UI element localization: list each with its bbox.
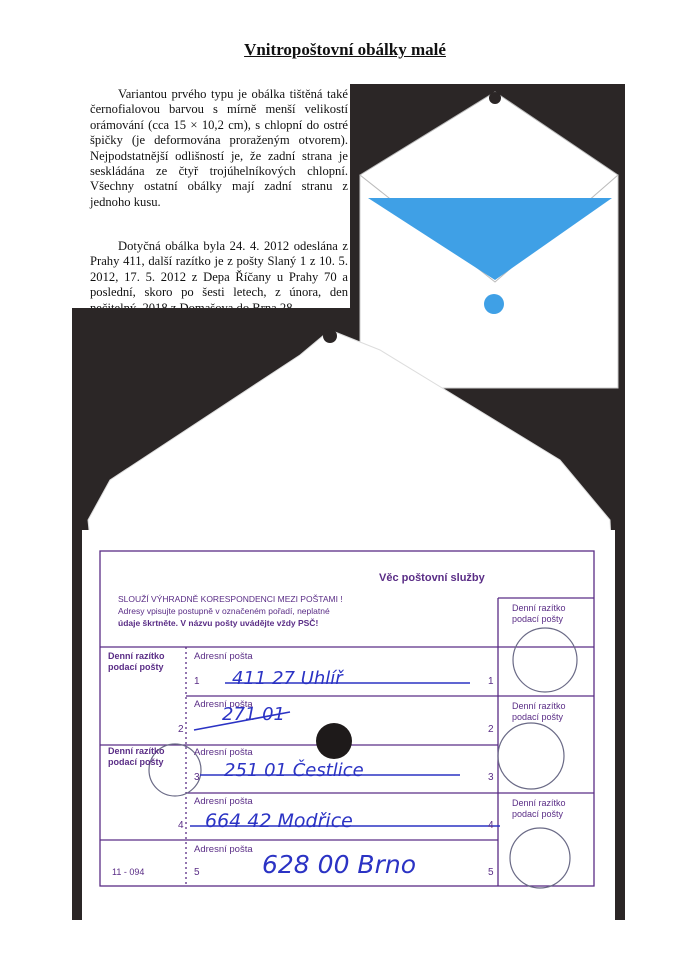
stamp-label-left-2b: podací pošty [108, 757, 164, 767]
stamp-label-mid-2: podací pošty [512, 712, 564, 722]
stamp-label-top-1: Denní razítko [512, 603, 566, 613]
stamp-label-bottom-1: Denní razítko [512, 798, 566, 808]
form-notice-line-3: údaje škrtněte. V názvu pošty uvádějte vždy PSČ! [118, 618, 319, 628]
row-number-1-right: 1 [488, 676, 494, 687]
address-label-2: Adresní pošta [194, 699, 253, 710]
row-number-1: 1 [194, 676, 200, 687]
handwritten-address-4: 664 42 Modřice [205, 810, 353, 832]
stamp-label-left-1a: Denní razítko [108, 651, 165, 661]
row-number-5-right: 5 [488, 867, 494, 878]
page-title: Vnitropoštovní obálky malé [244, 40, 446, 59]
flap-top-notch [323, 329, 337, 343]
handwritten-address-2: 271 01 [222, 704, 285, 725]
row-number-2: 2 [178, 724, 184, 735]
row-number-3: 3 [194, 772, 200, 783]
envelope-back-flap [88, 330, 612, 560]
row-number-4-right: 4 [488, 820, 494, 831]
address-label-1: Adresní pošta [194, 651, 253, 662]
row-number-2-right: 2 [488, 724, 494, 735]
row-number-5: 5 [194, 867, 200, 878]
punched-hole [316, 723, 352, 759]
paragraph-history: Dotyčná obálka byla 24. 4. 2012 odeslána z Prahy 411, další razítko je z pošty Slaný 1 z 10. 5. 2012, 17. 5. 2012 z Depa Říčany u Prahy 70 a poslední, skoro po šesti letech, z února, den [90, 239, 348, 300]
stamp-label-mid-1: Denní razítko [512, 701, 566, 711]
stamp-label-left-1b: podací pošty [108, 662, 164, 672]
form-heading: Věc poštovní služby [379, 572, 485, 584]
handwritten-address-3: 251 01 Čestlice [224, 760, 364, 781]
form-notice-line-1: SLOUŽÍ VÝHRADNĚ KORESPONDENCI MEZI POŠTAMI ! [118, 594, 343, 604]
stamp-label-bottom-2: podací pošty [512, 809, 564, 819]
row-number-3-right: 3 [488, 772, 494, 783]
form-notice-line-2: Adresy vpisujte postupně v označeném pořadí, neplatné [118, 606, 330, 616]
stamp-label-left-2a: Denní razítko [108, 746, 165, 756]
row-number-4: 4 [178, 820, 184, 831]
address-label-3: Adresní pošta [194, 747, 253, 758]
paragraph-description: Variantou prvého typu je obálka tištěná také černofialovou barvou s mírně menší velikostí orámování (cca 15 × 10,2 cm), s chlopní do ostré špičky (je deformována proraženým otvorem). Nejpodstatnější odlišností je, že zadní strana je seskládána ze čtyř trojúhelníkových chlopní. Všechny ostatní obálky mají zadní stranu z jednoho kusu. [90, 87, 348, 209]
stamp-label-top-2: podací pošty [512, 614, 564, 624]
form-code: 11 - 094 [112, 867, 145, 877]
handwritten-address-5: 628 00 Brno [262, 850, 416, 879]
handwritten-address-1: 411 27 Uhlíř [232, 668, 343, 689]
address-label-5: Adresní pošta [194, 844, 253, 855]
address-label-4: Adresní pošta [194, 796, 253, 807]
